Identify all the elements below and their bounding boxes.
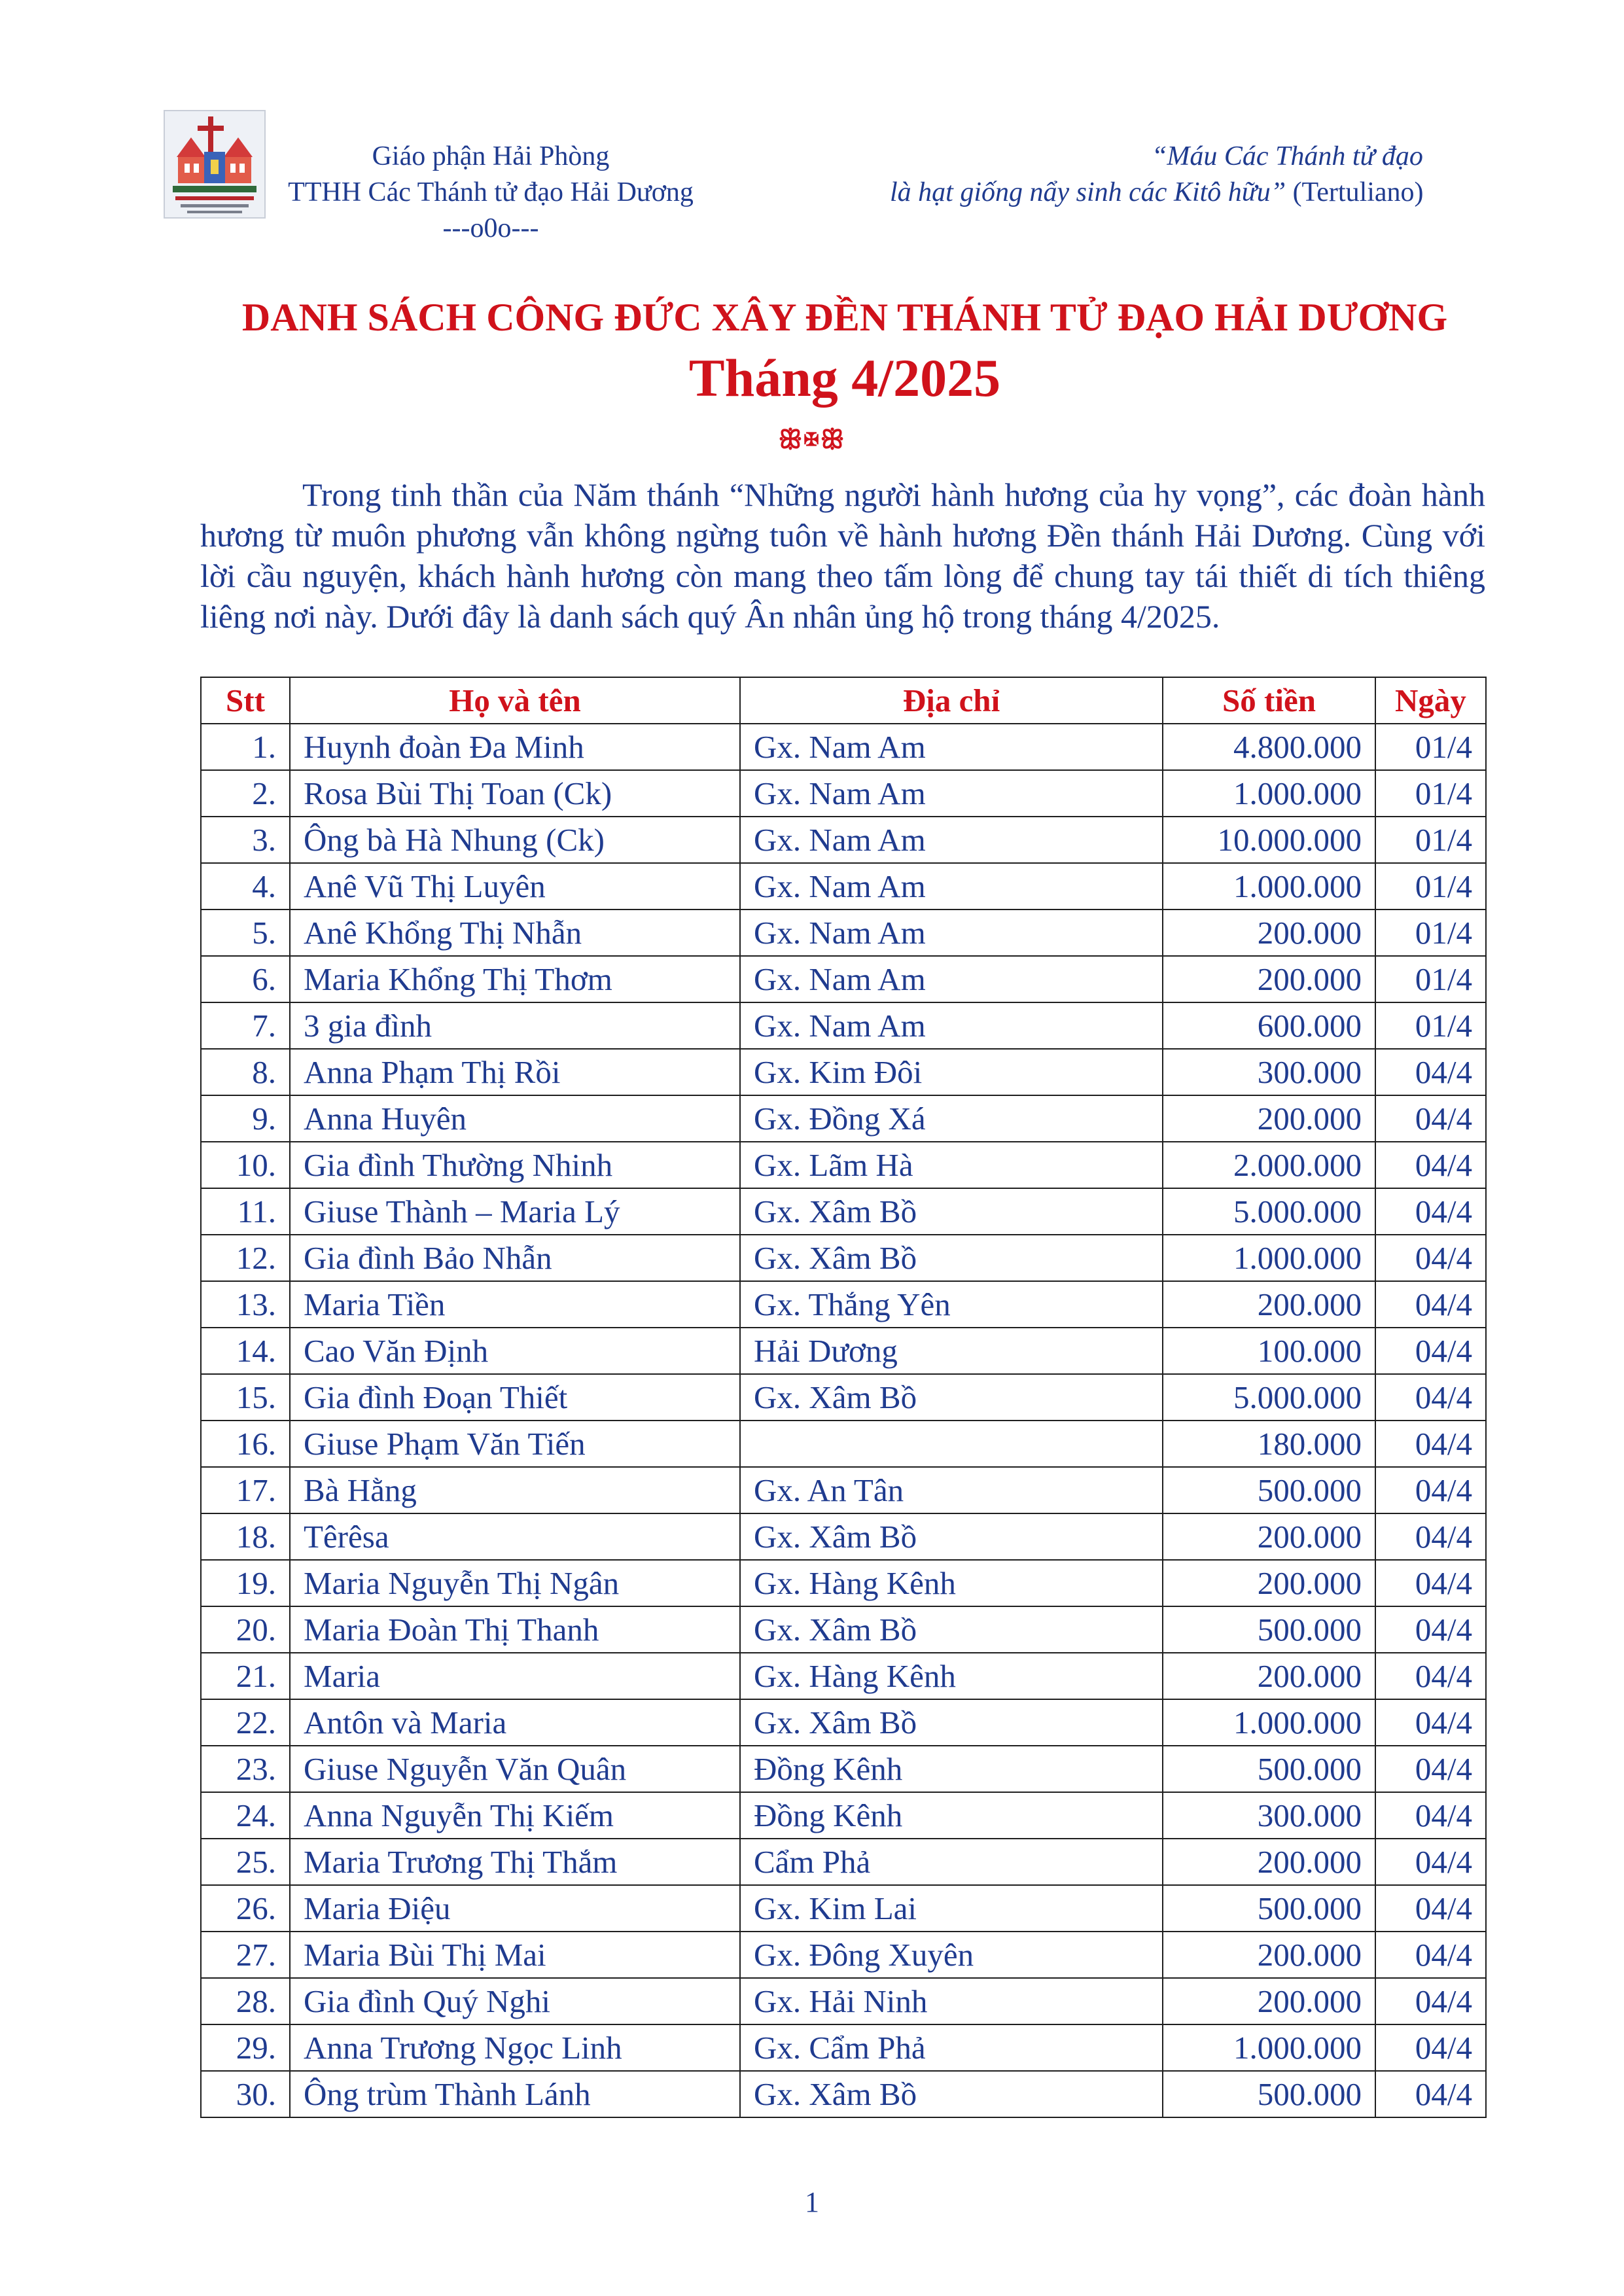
- donation-amount: 5.000.000: [1163, 1188, 1375, 1235]
- row-index: 21.: [201, 1653, 290, 1699]
- donor-name: 3 gia đình: [290, 1002, 740, 1049]
- donation-date: 04/4: [1375, 1188, 1486, 1235]
- column-header-stt: Stt: [201, 677, 290, 724]
- header-quote: [890, 139, 1492, 211]
- donor-address: Gx. Nam Am: [740, 910, 1163, 956]
- donor-name: Giuse Phạm Văn Tiến: [290, 1421, 740, 1467]
- table-row: [201, 1281, 1486, 1328]
- donor-address: Gx. Nam Am: [740, 817, 1163, 863]
- donation-date: 04/4: [1375, 1699, 1486, 1746]
- table-row: [201, 1374, 1486, 1421]
- donor-address: [740, 1421, 1163, 1467]
- table-row: [201, 1513, 1486, 1560]
- donor-name: Maria Trương Thị Thắm: [290, 1839, 740, 1885]
- donation-date: 04/4: [1375, 1374, 1486, 1421]
- donor-name: Maria Bùi Thị Mai: [290, 1932, 740, 1978]
- table-row: [201, 1002, 1486, 1049]
- row-index: 23.: [201, 1746, 290, 1792]
- donation-date: 04/4: [1375, 1560, 1486, 1606]
- quote-line-2-text: là hạt giống nẩy sinh các Kitô hữu”: [890, 177, 1286, 207]
- donation-amount: 2.000.000: [1163, 1142, 1375, 1188]
- donor-name: Gia đình Quý Nghi: [290, 1978, 740, 2024]
- table-row: [201, 2024, 1486, 2071]
- donation-amount: 200.000: [1163, 956, 1375, 1002]
- donation-amount: 200.000: [1163, 1653, 1375, 1699]
- quote-author: (Tertuliano): [1286, 177, 1424, 207]
- donor-address: Gx. Xâm Bồ: [740, 1374, 1163, 1421]
- donor-address: Gx. Nam Am: [740, 770, 1163, 817]
- donation-date: 04/4: [1375, 1746, 1486, 1792]
- row-index: 13.: [201, 1281, 290, 1328]
- row-index: 7.: [201, 1002, 290, 1049]
- donor-name: Anna Phạm Thị Rồi: [290, 1049, 740, 1095]
- donation-amount: 100.000: [1163, 1328, 1375, 1374]
- donation-date: 04/4: [1375, 1513, 1486, 1560]
- donation-amount: 4.800.000: [1163, 724, 1375, 770]
- donation-date: 01/4: [1375, 724, 1486, 770]
- table-row: [201, 1560, 1486, 1606]
- row-index: 27.: [201, 1932, 290, 1978]
- table-row: [201, 956, 1486, 1002]
- donation-amount: 500.000: [1163, 2071, 1375, 2117]
- row-index: 5.: [201, 910, 290, 956]
- donor-name: Giuse Nguyễn Văn Quân: [290, 1746, 740, 1792]
- donor-address: Gx. An Tân: [740, 1467, 1163, 1513]
- donor-name: Ông trùm Thành Lánh: [290, 2071, 740, 2117]
- ornament-divider: ꕥ✠ꕥ: [778, 425, 846, 454]
- donation-amount: 500.000: [1163, 1467, 1375, 1513]
- table-row: [201, 1653, 1486, 1699]
- table-header-row: [201, 677, 1486, 724]
- donation-date: 01/4: [1375, 956, 1486, 1002]
- donor-name: Maria Tiền: [290, 1281, 740, 1328]
- donation-amount: 500.000: [1163, 1746, 1375, 1792]
- donor-address: Gx. Nam Am: [740, 956, 1163, 1002]
- donation-date: 04/4: [1375, 2024, 1486, 2071]
- donation-table: [200, 677, 1487, 2118]
- donation-amount: 300.000: [1163, 1049, 1375, 1095]
- table-row: [201, 817, 1486, 863]
- donor-name: Rosa Bùi Thị Toan (Ck): [290, 770, 740, 817]
- donor-address: Gx. Thắng Yên: [740, 1281, 1163, 1328]
- donor-address: Cẩm Phả: [740, 1839, 1163, 1885]
- row-index: 29.: [201, 2024, 290, 2071]
- donor-address: Gx. Hải Ninh: [740, 1978, 1163, 2024]
- donation-amount: 1.000.000: [1163, 863, 1375, 910]
- donor-name: Anna Nguyễn Thị Kiếm: [290, 1792, 740, 1839]
- donor-address: Gx. Kim Đôi: [740, 1049, 1163, 1095]
- row-index: 17.: [201, 1467, 290, 1513]
- row-index: 10.: [201, 1142, 290, 1188]
- donor-name: Gia đình Thường Nhinh: [290, 1142, 740, 1188]
- column-header-amount: Số tiền: [1163, 677, 1375, 724]
- row-index: 3.: [201, 817, 290, 863]
- table-row: [201, 1792, 1486, 1839]
- donation-amount: 1.000.000: [1163, 2024, 1375, 2071]
- donation-date: 04/4: [1375, 1839, 1486, 1885]
- donation-amount: 600.000: [1163, 1002, 1375, 1049]
- row-index: 25.: [201, 1839, 290, 1885]
- table-row: [201, 1049, 1486, 1095]
- table-row: [201, 1095, 1486, 1142]
- document-title: DANH SÁCH CÔNG ĐỨC XÂY ĐỀN THÁNH TỬ ĐẠO HẢI DƯƠNG: [241, 296, 1448, 339]
- donation-amount: 200.000: [1163, 1513, 1375, 1560]
- row-index: 24.: [201, 1792, 290, 1839]
- document-subtitle: Tháng 4/2025: [688, 348, 1001, 408]
- row-index: 6.: [201, 956, 290, 1002]
- donation-date: 01/4: [1375, 910, 1486, 956]
- donation-amount: 200.000: [1163, 910, 1375, 956]
- donor-name: Maria Đoàn Thị Thanh: [290, 1606, 740, 1653]
- donation-amount: 200.000: [1163, 1281, 1375, 1328]
- table-row: [201, 1699, 1486, 1746]
- row-index: 4.: [201, 863, 290, 910]
- row-index: 1.: [201, 724, 290, 770]
- row-index: 18.: [201, 1513, 290, 1560]
- donation-amount: 180.000: [1163, 1421, 1375, 1467]
- donor-address: Gx. Nam Am: [740, 724, 1163, 770]
- donation-date: 01/4: [1375, 1002, 1486, 1049]
- donation-amount: 500.000: [1163, 1885, 1375, 1932]
- donation-amount: 200.000: [1163, 1839, 1375, 1885]
- table-row: [201, 1142, 1486, 1188]
- donation-date: 04/4: [1375, 2071, 1486, 2117]
- diocese-header: [275, 139, 707, 247]
- donation-date: 04/4: [1375, 1932, 1486, 1978]
- donor-name: Cao Văn Định: [290, 1328, 740, 1374]
- donor-name: Gia đình Đoạn Thiết: [290, 1374, 740, 1421]
- donor-address: Gx. Xâm Bồ: [740, 2071, 1163, 2117]
- donor-address: Gx. Kim Lai: [740, 1885, 1163, 1932]
- row-index: 28.: [201, 1978, 290, 2024]
- donor-name: Anê Khổng Thị Nhẫn: [290, 910, 740, 956]
- donation-date: 04/4: [1375, 1653, 1486, 1699]
- row-index: 14.: [201, 1328, 290, 1374]
- row-index: 15.: [201, 1374, 290, 1421]
- row-index: 2.: [201, 770, 290, 817]
- row-index: 8.: [201, 1049, 290, 1095]
- donor-address: Gx. Lãm Hà: [740, 1142, 1163, 1188]
- donor-name: Maria Nguyễn Thị Ngân: [290, 1560, 740, 1606]
- column-header-address: Địa chỉ: [740, 677, 1163, 724]
- donation-date: 04/4: [1375, 1421, 1486, 1467]
- row-index: 19.: [201, 1560, 290, 1606]
- page-number: 1: [805, 2186, 819, 2218]
- parish-logo-icon: [164, 110, 266, 219]
- row-index: 12.: [201, 1235, 290, 1281]
- donor-address: Gx. Hàng Kênh: [740, 1653, 1163, 1699]
- donor-address: Gx. Xâm Bồ: [740, 1188, 1163, 1235]
- donor-name: Huynh đoàn Đa Minh: [290, 724, 740, 770]
- donation-amount: 200.000: [1163, 1932, 1375, 1978]
- donation-date: 04/4: [1375, 1606, 1486, 1653]
- donation-amount: 1.000.000: [1163, 1699, 1375, 1746]
- donor-address: Đồng Kênh: [740, 1792, 1163, 1839]
- donor-name: Giuse Thành – Maria Lý: [290, 1188, 740, 1235]
- row-index: 20.: [201, 1606, 290, 1653]
- donor-address: Gx. Xâm Bồ: [740, 1235, 1163, 1281]
- donation-date: 01/4: [1375, 863, 1486, 910]
- donation-amount: 200.000: [1163, 1095, 1375, 1142]
- table-row: [201, 724, 1486, 770]
- donation-amount: 200.000: [1163, 1978, 1375, 2024]
- donation-amount: 10.000.000: [1163, 817, 1375, 863]
- donor-address: Đồng Kênh: [740, 1746, 1163, 1792]
- table-row: [201, 1606, 1486, 1653]
- donation-date: 04/4: [1375, 1049, 1486, 1095]
- donation-amount: 300.000: [1163, 1792, 1375, 1839]
- donor-name: Maria Khổng Thị Thơm: [290, 956, 740, 1002]
- header-separator: ---o0o---: [442, 213, 539, 243]
- donation-amount: 5.000.000: [1163, 1374, 1375, 1421]
- donor-name: Ông bà Hà Nhung (Ck): [290, 817, 740, 863]
- donation-date: 04/4: [1375, 1328, 1486, 1374]
- column-header-date: Ngày: [1375, 677, 1486, 724]
- quote-line-2: [890, 175, 1492, 211]
- donor-address: Gx. Xâm Bồ: [740, 1606, 1163, 1653]
- donor-name: Gia đình Bảo Nhẫn: [290, 1235, 740, 1281]
- donor-name: Bà Hằng: [290, 1467, 740, 1513]
- donor-address: Gx. Xâm Bồ: [740, 1699, 1163, 1746]
- donor-name: Antôn và Maria: [290, 1699, 740, 1746]
- donor-address: Gx. Hàng Kênh: [740, 1560, 1163, 1606]
- table-row: [201, 1421, 1486, 1467]
- donor-name: Têrêsa: [290, 1513, 740, 1560]
- center-name: TTHH Các Thánh tử đạo Hải Dương: [288, 177, 694, 207]
- table-row: [201, 910, 1486, 956]
- column-header-name: Họ và tên: [290, 677, 740, 724]
- table-row: [201, 1932, 1486, 1978]
- donor-name: Maria Điệu: [290, 1885, 740, 1932]
- table-row: [201, 1746, 1486, 1792]
- table-row: [201, 1978, 1486, 2024]
- donation-date: 01/4: [1375, 770, 1486, 817]
- table-row: [201, 863, 1486, 910]
- donation-amount: 200.000: [1163, 1560, 1375, 1606]
- donation-date: 04/4: [1375, 1467, 1486, 1513]
- table-row: [201, 2071, 1486, 2117]
- donation-date: 04/4: [1375, 1142, 1486, 1188]
- table-row: [201, 1885, 1486, 1932]
- donation-amount: 1.000.000: [1163, 770, 1375, 817]
- donation-date: 04/4: [1375, 1281, 1486, 1328]
- donation-amount: 1.000.000: [1163, 1235, 1375, 1281]
- row-index: 9.: [201, 1095, 290, 1142]
- table-row: [201, 1839, 1486, 1885]
- row-index: 11.: [201, 1188, 290, 1235]
- table-row: [201, 1188, 1486, 1235]
- donor-name: Maria: [290, 1653, 740, 1699]
- donation-date: 04/4: [1375, 1235, 1486, 1281]
- table-row: [201, 770, 1486, 817]
- intro-paragraph: Trong tinh thần của Năm thánh “Những người hành hương của hy vọng”, các đoàn hành hương từ muôn phương vẫn không ngừng tuôn về hành hương Đền thánh Hải Dương. Cùng với lời cầu nguyện, khách hành hương còn mang theo tấm lòng để chung tay tái thiết di tích thiêng liêng nơi này. Dưới đây là danh sách quý Ân nhân ủng hộ trong tháng 4/2025.: [200, 476, 1485, 635]
- row-index: 16.: [201, 1421, 290, 1467]
- diocese-name: Giáo phận Hải Phòng: [372, 141, 610, 171]
- donor-name: Anê Vũ Thị Luyên: [290, 863, 740, 910]
- row-index: 22.: [201, 1699, 290, 1746]
- donation-date: 04/4: [1375, 1885, 1486, 1932]
- donor-address: Gx. Đông Xuyên: [740, 1932, 1163, 1978]
- donor-address: Gx. Đồng Xá: [740, 1095, 1163, 1142]
- donation-amount: 500.000: [1163, 1606, 1375, 1653]
- row-index: 26.: [201, 1885, 290, 1932]
- table-row: [201, 1467, 1486, 1513]
- donor-name: Anna Trương Ngọc Linh: [290, 2024, 740, 2071]
- donor-name: Anna Huyên: [290, 1095, 740, 1142]
- donation-date: 04/4: [1375, 1978, 1486, 2024]
- donor-address: Gx. Xâm Bồ: [740, 1513, 1163, 1560]
- donation-date: 01/4: [1375, 817, 1486, 863]
- donation-date: 04/4: [1375, 1792, 1486, 1839]
- donor-address: Hải Dương: [740, 1328, 1163, 1374]
- table-row: [201, 1328, 1486, 1374]
- table-row: [201, 1235, 1486, 1281]
- donation-date: 04/4: [1375, 1095, 1486, 1142]
- donor-address: Gx. Cẩm Phả: [740, 2024, 1163, 2071]
- row-index: 30.: [201, 2071, 290, 2117]
- donor-address: Gx. Nam Am: [740, 863, 1163, 910]
- quote-line-1: “Máu Các Thánh tử đạo: [1152, 141, 1423, 171]
- donor-address: Gx. Nam Am: [740, 1002, 1163, 1049]
